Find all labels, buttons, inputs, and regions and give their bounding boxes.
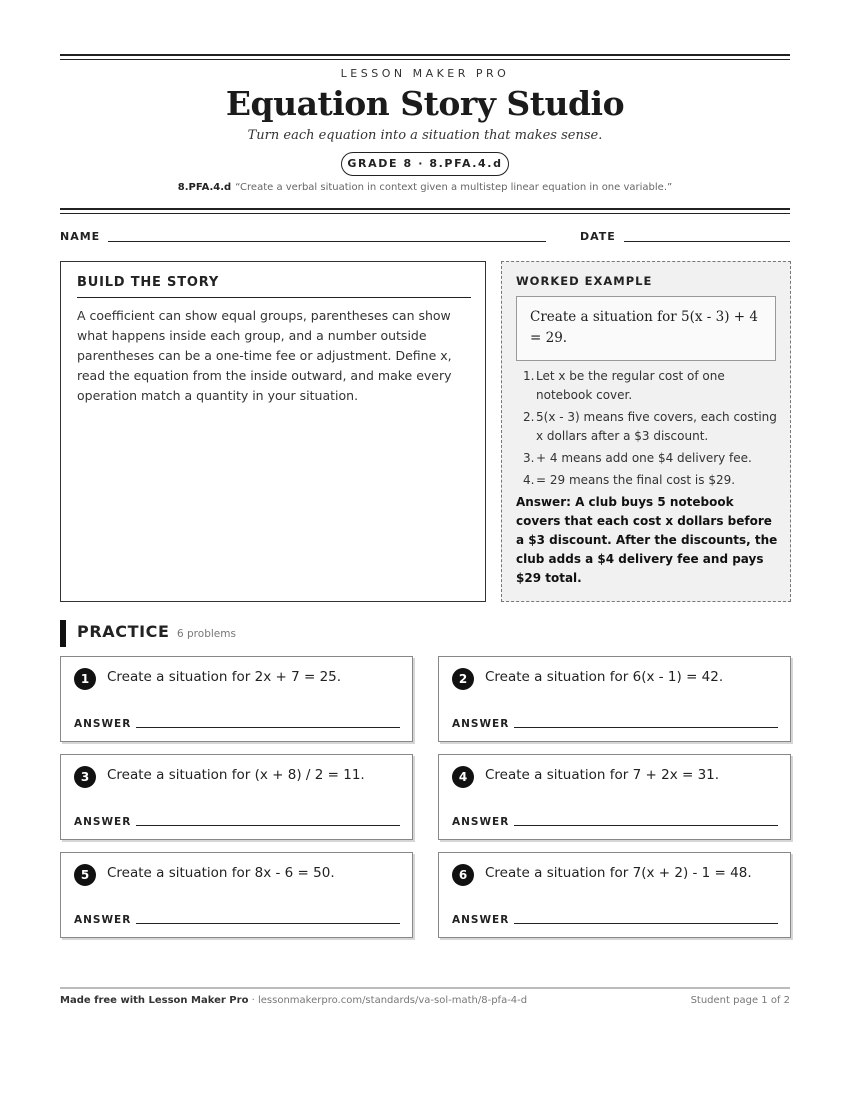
- date-label: DATE: [580, 230, 616, 243]
- build-story-panel: [60, 261, 486, 602]
- problem-card-2: [438, 656, 791, 742]
- problem-card-6: [438, 852, 791, 938]
- problem-prompt: Create a situation for 2x + 7 = 25.: [107, 669, 342, 685]
- problem-number-badge: 6: [452, 864, 474, 886]
- standard-text: “Create a verbal situation in context given a multistep linear equation in one variable.”: [235, 182, 673, 193]
- answer-line[interactable]: [136, 727, 400, 728]
- problem-number-badge: 2: [452, 668, 474, 690]
- practice-count: 6 problems: [177, 628, 236, 640]
- date-field[interactable]: [624, 241, 790, 242]
- footer-rule: [60, 987, 790, 989]
- standard-code: 8.PFA.4.d: [177, 182, 232, 193]
- answer-line[interactable]: [136, 923, 400, 924]
- answer-line[interactable]: [514, 727, 778, 728]
- problem-prompt: Create a situation for 8x - 6 = 50.: [107, 865, 335, 881]
- example-step: 3. + 4 means add one $4 delivery fee.: [523, 451, 752, 465]
- name-field[interactable]: [108, 241, 546, 242]
- example-step: 1. Let x be the regular cost of one notebook cover.: [523, 369, 725, 402]
- practice-accent-bar: [60, 620, 66, 647]
- problem-prompt: Create a situation for 7(x + 2) - 1 = 48.: [485, 865, 752, 881]
- answer-label: ANSWER: [74, 914, 132, 926]
- footer-url: · lessonmakerpro.com/standards/va-sol-math/8-pfa-4-d: [248, 995, 528, 1006]
- build-story-text: A coefficient can show equal groups, parentheses can show what happens inside each group, and a number outside parentheses can be a one-time fee or adjustment. Define x, read the equation from the inside outward, and make every operation match a quantity in your situation.: [77, 308, 452, 403]
- problem-card-5: [60, 852, 413, 938]
- grade-badge: GRADE 8 · 8.PFA.4.d: [341, 152, 509, 176]
- answer-label: ANSWER: [452, 718, 510, 730]
- problem-card-4: [438, 754, 791, 840]
- answer-line[interactable]: [136, 825, 400, 826]
- problem-prompt: Create a situation for 6(x - 1) = 42.: [485, 669, 724, 685]
- name-label: NAME: [60, 230, 101, 243]
- answer-label: ANSWER: [74, 816, 132, 828]
- brand-label: LESSON MAKER PRO: [340, 67, 510, 80]
- problem-prompt: Create a situation for 7 + 2x = 31.: [485, 767, 720, 783]
- top-rule: [60, 54, 790, 60]
- answer-label: ANSWER: [452, 816, 510, 828]
- worked-example-panel: [501, 261, 791, 602]
- worked-example-heading: WORKED EXAMPLE: [516, 274, 653, 288]
- worked-example-answer: Answer: A club buys 5 notebook covers that each cost x dollars before a $3 discount. After the discounts, the club adds a $4 delivery fee and pays $29 total.: [516, 495, 778, 585]
- page-subtitle: Turn each equation into a situation that makes sense.: [247, 128, 603, 143]
- problem-number-badge: 1: [74, 668, 96, 690]
- practice-heading: PRACTICE: [77, 622, 170, 641]
- problem-prompt: Create a situation for (x + 8) / 2 = 11.: [107, 767, 365, 783]
- problem-number-badge: 5: [74, 864, 96, 886]
- answer-line[interactable]: [514, 825, 778, 826]
- footer-page-number: Student page 1 of 2: [690, 995, 790, 1006]
- header-bottom-rule: [60, 208, 790, 214]
- worked-example-prompt: Create a situation for 5(x - 3) + 4 = 29.: [516, 296, 776, 361]
- build-story-heading: BUILD THE STORY: [77, 275, 471, 298]
- answer-line[interactable]: [514, 923, 778, 924]
- answer-label: ANSWER: [452, 914, 510, 926]
- worked-example-steps: [516, 367, 782, 493]
- problem-card-1: [60, 656, 413, 742]
- footer-credit: [60, 995, 527, 1006]
- example-step: 4. = 29 means the final cost is $29.: [523, 473, 736, 487]
- problem-number-badge: 3: [74, 766, 96, 788]
- example-step: 2. 5(x - 3) means five covers, each costing x dollars after a $3 discount.: [523, 410, 777, 443]
- page-title: Equation Story Studio: [225, 84, 625, 123]
- problem-card-3: [60, 754, 413, 840]
- problem-number-badge: 4: [452, 766, 474, 788]
- footer-made-with: Made free with Lesson Maker Pro: [60, 995, 249, 1006]
- standard-line: [0, 182, 850, 193]
- answer-label: ANSWER: [74, 718, 132, 730]
